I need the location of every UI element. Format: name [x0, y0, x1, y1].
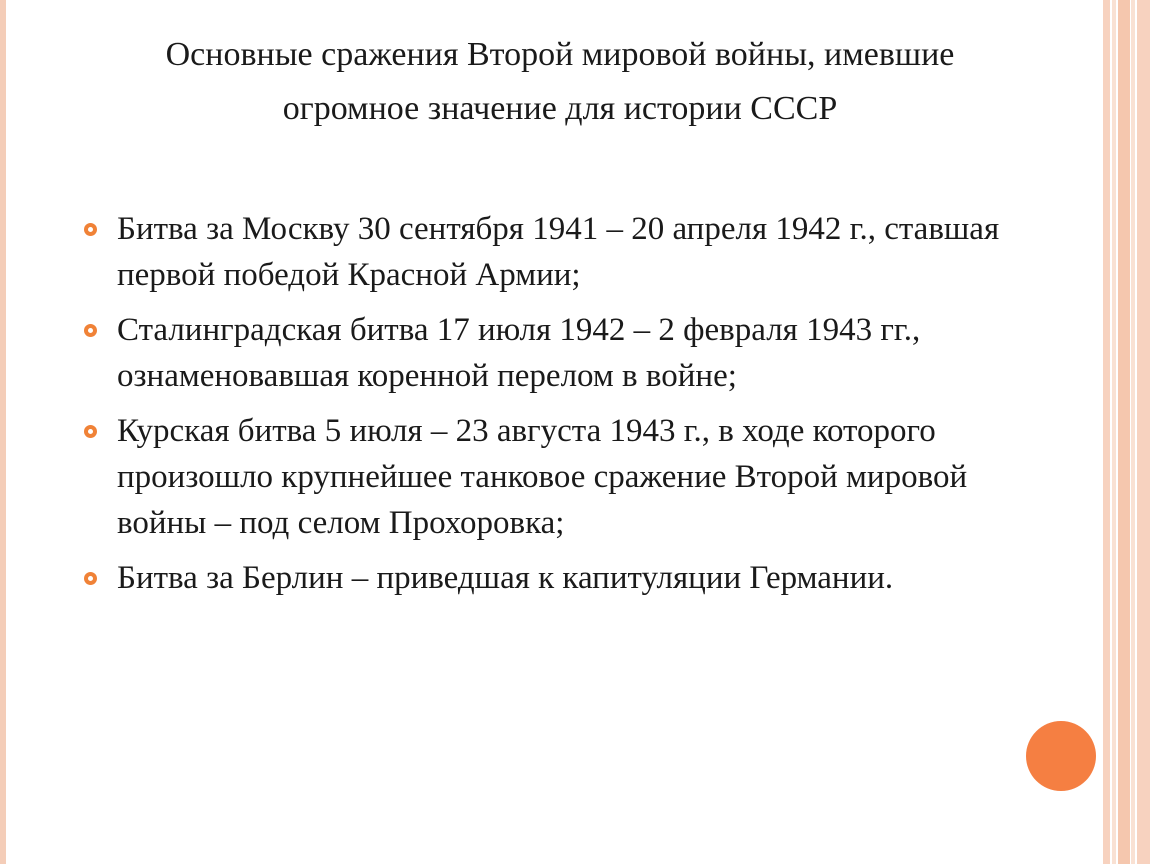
decorative-stripe	[1131, 0, 1135, 864]
decorative-stripe	[1103, 0, 1110, 864]
slide-title	[20, 28, 1100, 136]
bullet-circle-icon	[84, 425, 97, 438]
list-item-text: Битва за Берлин – приведшая к капитуляции Германии.	[117, 560, 894, 596]
list-item	[84, 555, 1004, 601]
title-line-2: огромное значение для истории СССР	[282, 90, 838, 127]
bullet-circle-icon	[84, 572, 97, 585]
list-item-text: Сталинградская битва 17 июля 1942 – 2 февраля 1943 гг., ознаменовавшая коренной перелом в войне;	[117, 312, 921, 394]
battles-list	[84, 206, 1004, 610]
list-item	[84, 307, 1004, 399]
title-line-1: Основные сражения Второй мировой войны, имевшие	[165, 36, 955, 73]
list-item	[84, 206, 1004, 298]
list-item-text: Битва за Москву 30 сентября 1941 – 20 апреля 1942 г., ставшая первой победой Красной Армии;	[117, 211, 1000, 293]
bullet-circle-icon	[84, 223, 97, 236]
bullet-circle-icon	[84, 324, 97, 337]
decorative-stripe	[1112, 0, 1116, 864]
list-item	[84, 408, 1004, 546]
decorative-circle	[1026, 721, 1096, 791]
decorative-stripe	[1118, 0, 1130, 864]
decorative-stripe	[1137, 0, 1150, 864]
list-item-text: Курская битва 5 июля – 23 августа 1943 г., в ходе которого произошло крупнейшее танковое сражение Второй мировой войны – под селом Прохоровка;	[117, 413, 968, 541]
